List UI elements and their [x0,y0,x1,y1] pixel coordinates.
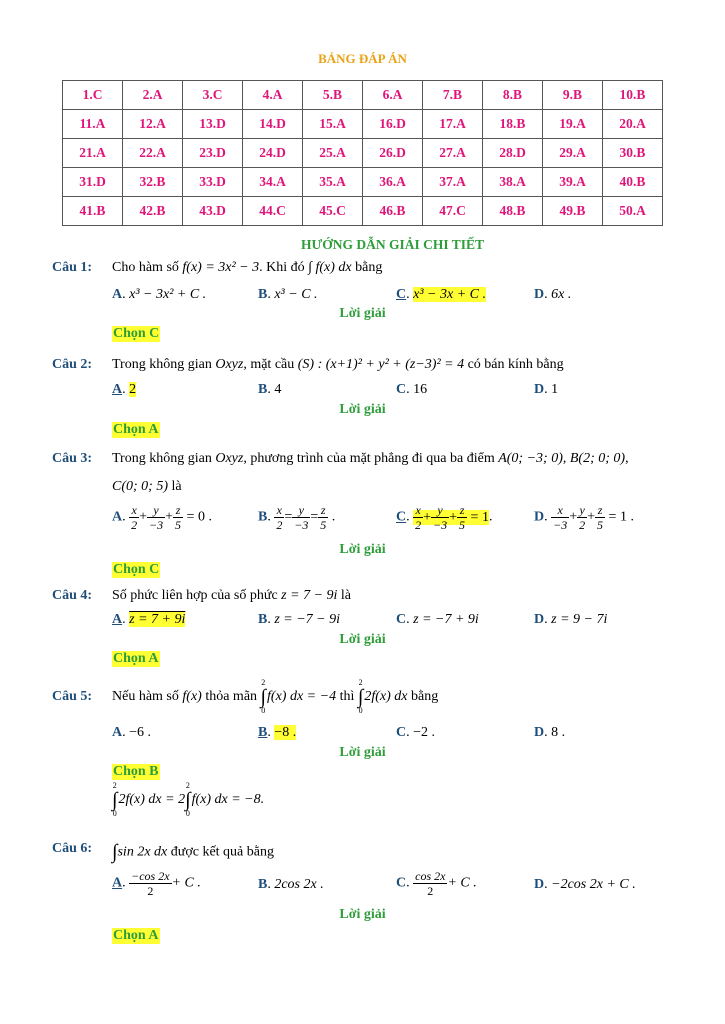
answer-cell: 11.A [63,110,123,139]
q4-choice: Chọn A [113,651,159,666]
answer-cell: 29.A [543,139,603,168]
question-text: Trong không gian Oxyz, mặt cầu (S) : (x+1)² + y² + (z−3)² = 4 có bán kính bằng [112,357,564,372]
answer-cell: 45.C [303,197,363,226]
q6-option-b: B. 2cos 2x . [258,877,324,892]
q3-option-d: D. $\frac{x}{-3}$ + $\frac{y}{2}$ + $\frac{z}{5}$ = 1 . [534,503,634,532]
answer-cell: 42.B [123,197,183,226]
answer-cell: 17.A [423,110,483,139]
answer-cell: 5.B [303,81,363,110]
answer-row [63,81,663,110]
answer-cell: 12.A [123,110,183,139]
q1-option-c: C. x³ − 3x + C . [396,287,486,302]
answer-cell: 21.A [63,139,123,168]
answer-cell: 15.A [303,110,363,139]
answer-cell: 4.A [243,81,303,110]
q5-option-a: A. −6 . [112,725,152,740]
solution-heading: Lời giải [339,907,386,922]
answer-cell: 26.D [363,139,423,168]
answer-cell: 31.D [63,168,123,197]
answer-cell: 50.A [603,197,663,226]
question-number: Câu 2: [52,357,93,372]
q4-option-a: A. z = 7 + 9i [112,612,186,627]
answer-cell: 16.D [363,110,423,139]
question-number: Câu 6: [52,841,93,856]
solution-heading: Lời giải [339,306,386,321]
answer-cell: 10.B [603,81,663,110]
answer-cell: 40.B [603,168,663,197]
answer-cell: 7.B [423,81,483,110]
answer-cell: 46.B [363,197,423,226]
q1-choice: Chọn C [113,326,160,341]
solution-heading: Lời giải [339,402,386,417]
q5-choice: Chọn B [113,764,159,779]
q1-option-a: A. x³ − 3x² + C . [112,287,207,302]
answer-cell: 38.A [483,168,543,197]
q1-option-d: D. 6x . [534,287,572,302]
q3-option-c: C. $\frac{x}{2}$ + $\frac{y}{-3}$ + $\frac{z}{5}$ = 1. [396,503,493,532]
answer-cell: 27.A [423,139,483,168]
question-text: ∫sin 2x dx được kết quả bằng [112,841,274,863]
answer-table [62,80,663,226]
answer-cell: 24.D [243,139,303,168]
solution-heading: Lời giải [339,745,386,760]
q6-choice: Chọn A [113,928,159,943]
q3-choice: Chọn C [113,562,160,577]
answer-cell: 37.A [423,168,483,197]
answer-cell: 32.B [123,168,183,197]
answer-cell: 49.B [543,197,603,226]
answer-table-title: BẢNG ĐÁP ÁN [318,51,407,66]
answer-cell: 36.A [363,168,423,197]
q2-option-c: C. 16 [396,382,428,397]
answer-cell: 41.B [63,197,123,226]
answer-cell: 23.D [183,139,243,168]
question-number: Câu 4: [52,588,93,603]
answer-cell: 19.A [543,110,603,139]
answer-cell: 14.D [243,110,303,139]
answer-row [63,139,663,168]
q2-option-d: D. 1 [534,382,559,397]
answer-cell: 3.C [183,81,243,110]
answer-cell: 20.A [603,110,663,139]
q5-option-d: D. 8 . [534,725,566,740]
answer-cell: 8.B [483,81,543,110]
answer-cell: 28.D [483,139,543,168]
solution-heading: Lời giải [339,542,386,557]
answer-cell: 43.D [183,197,243,226]
answer-cell: 22.A [123,139,183,168]
solution-heading: Lời giải [339,632,386,647]
answer-cell: 39.A [543,168,603,197]
q6-option-d: D. −2cos 2x + C . [534,877,636,892]
q5-option-c: C. −2 . [396,725,436,740]
q3-option-b: B. $\frac{x}{2}$ = $\frac{y}{-3}$ = $\frac{z}{5}$ . [258,503,336,532]
detail-title: HƯỚNG DẪN GIẢI CHI TIẾT [300,237,485,252]
q5-solution: 2 ∫ 02f(x) dx = 22 ∫ 0f(x) dx = −8. [112,781,265,818]
answer-cell: 1.C [63,81,123,110]
answer-cell: 44.C [243,197,303,226]
q1-option-b: B. x³ − C . [258,287,318,302]
answer-cell: 2.A [123,81,183,110]
answer-cell: 48.B [483,197,543,226]
question-3-line2: C(0; 0; 5) là [112,479,182,494]
q2-choice: Chọn A [113,422,159,437]
answer-cell: 34.A [243,168,303,197]
question-text: Trong không gian Oxyz, phương trình của mặt phẳng đi qua ba điểm A(0; −3; 0), B(2; 0; 0), [112,451,629,466]
question-number: Câu 5: [52,689,93,704]
question-number: Câu 1: [52,260,93,275]
q4-option-d: D. z = 9 − 7i [534,612,608,627]
answer-cell: 33.D [183,168,243,197]
answer-cell: 25.A [303,139,363,168]
answer-row [63,197,663,226]
question-text: Số phức liên hợp của số phức z = 7 − 9i là [112,588,352,603]
question-text: Cho hàm số f(x) = 3x² − 3. Khi đó ∫ f(x) dx bằng [112,260,383,275]
q5-option-b: B. −8 . [258,725,297,740]
question-text: Nếu hàm số f(x) thỏa mãn 2 ∫ 0f(x) dx = −4 thì 2 ∫ 02f(x) dx bằng [112,678,439,715]
answer-cell: 13.D [183,110,243,139]
answer-cell: 47.C [423,197,483,226]
answer-cell: 30.B [603,139,663,168]
q4-option-c: C. z = −7 + 9i [396,612,479,627]
question-number: Câu 3: [52,451,93,466]
answer-row [63,110,663,139]
q3-option-a: A. $\frac{x}{2}$ + $\frac{y}{-3}$ + $\frac{z}{5}$ = 0 . [112,503,212,532]
q4-option-b: B. z = −7 − 9i [258,612,341,627]
q2-option-a: A. 2 [112,382,137,397]
q6-option-a: A. $\frac{-\cos 2x}{2}$ + C . [112,869,201,898]
q2-option-b: B. 4 [258,382,282,397]
q6-option-c: C. $\frac{\cos 2x}{2}$ + C . [396,869,477,898]
answer-cell: 6.A [363,81,423,110]
answer-cell: 18.B [483,110,543,139]
answer-row [63,168,663,197]
answer-cell: 35.A [303,168,363,197]
answer-cell: 9.B [543,81,603,110]
